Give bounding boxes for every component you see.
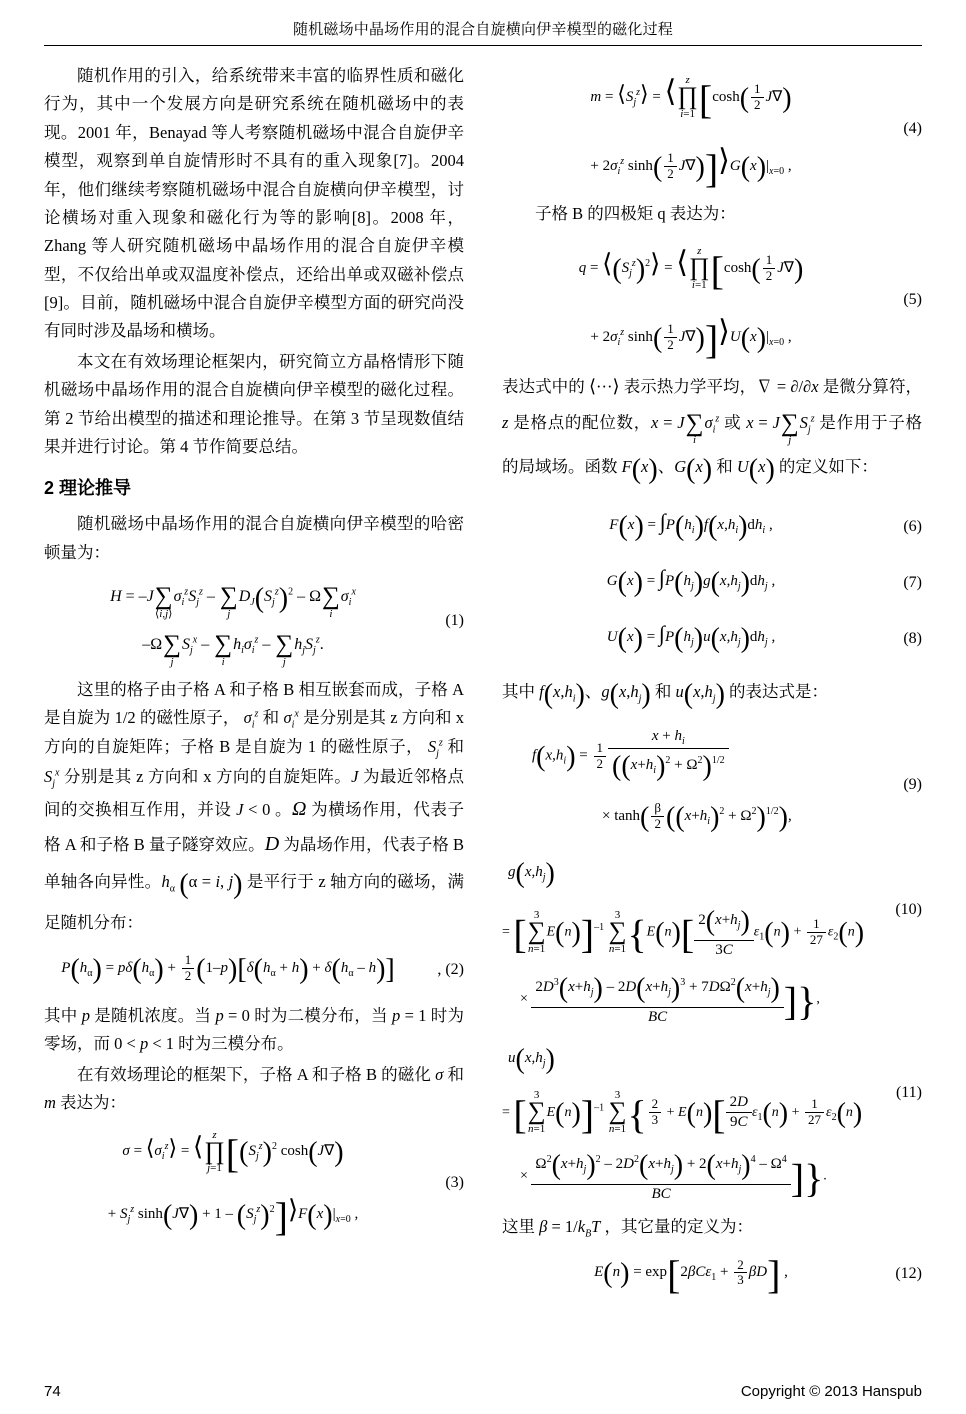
page-footer [44,1383,922,1400]
section-heading-2: 2 理论推导 [44,478,132,499]
equation-3: $\sigma = ⟨\sigma_i^z⟩$ = ⟨ z ∏ j=1 [$(S_j^z)^2$ cosh(J∇) + $S_j^z$ $\sinh(J\nabla) + 1 - (S_j^z)^2]⟩F(x)|_{x=0}$ , (3) [107,1128,464,1239]
paragraph-hamiltonian-intro: 随机磁场中晶场作用的混合自旋横向伊辛模型的哈密顿量为： [44,514,464,562]
equation-11-number: (11) [895,1084,922,1102]
equation-2: $P(h_\alpha) = p\delta(h_\alpha)$ + $\frac{1}{2}$ $(1-p)[\delta(h_\alpha + h) + \delta(h_\alpha - h)]$ , (2) [61,951,464,985]
paragraph-intro-2: 本文在有效场理论框架内，研究简立方晶格情形下随机磁场中晶场作用的混合自旋横向伊辛模型的磁化过程。第 2 节给出模型的描述和理论推导。在第 3 节呈现数值结果并进行讨论。第 4 节作简要总结。 [44,351,464,456]
right-column [502,62,922,1362]
equation-4: $m = ⟨S_j^z⟩$ = ⟨ z ∏ i=1 [cosh( $\frac{1}{2}$ J∇) + $2\sigma_i^z$ sinh( $\frac{1}{2}$ $J\nabla)]⟩G(x)|_{x=0}$ , (4) [590,74,922,192]
page-number: 74 [44,1383,61,1400]
equation-9-number: (9) [903,775,922,793]
equation-7: $G(x) = \int P(h_j)g(x,h_j)dh_j$ , (7) [606,564,922,598]
equation-5: $q = ⟨(S_j^z)^2⟩$ = ⟨ z ∏ i=1 [cosh( $\frac{1}{2}$ J∇) + $2\sigma_i^z$ sinh( $\frac{1}{2}$ $J\nabla)]⟩U(x)|_{x=0}$ , (5) [578,245,922,362]
paragraph-quadrupole: 子格 B 的四极矩 q 表达为： [535,204,736,224]
paragraph-definitions: 表达式中的 ⟨···⟩ 表示热力学平均，∇ = ∂/∂x 是微分算符，z 是格点的配位数，x = J ∑ i $\sigma_i^z$ 或 x = J ∑ j $S_j^z$ 是作用于子格的局域场。函数 F(x)、G(x) 和 U(x) 的定义如下： [502,376,923,486]
equation-12-number: (12) [895,1265,922,1283]
equation-3-number: (3) [445,1173,464,1191]
copyright-notice: Copyright © 2013 Hanspub [740,1383,922,1400]
equation-6-number: (6) [903,517,922,535]
left-column [44,62,464,1362]
paragraph-intro-1: 随机作用的引入，给系统带来丰富的临界性质和磁化行为，其中一个发展方向是研究系统在随机磁场中的表现。2001 年，Benayad 等人考察随机磁场中混合自旋伊辛模型，观察到单自旋情形时不具有的重入现象[7]。2004 年，他们继续考察随机磁场中混合自旋横向伊辛模型，讨论横场对重入现象和磁化行为等的影响[8]。2008 年，Zhang 等人研究随机磁场中晶场作用的混合自旋伊辛模型，不仅给出单或双温度补偿点，还给出单或双磁补偿点[9]。目前，随机磁场中混合自旋伊辛模型方面的研究尚没有同时涉及晶场和横场。 [44,66,464,341]
equation-12: E(n) = exp[2βCε$_1$ + $\frac{2}{3}$ βD] , (12) [594,1252,922,1298]
equation-1-number: (1) [445,612,464,630]
two-column-body [44,62,922,1362]
equation-11: $u(x,h_j)$ = [ 3 ∑ n=1 E(n)]$^{-1}$ 3 ∑ n=1 { $\frac{2}{3}$ + E(n)[ $\frac{2D}{9C}$ $\varepsilon_1(n)$ + $\frac{1}{27}$ $\varepsilon_2(n)$ × $\frac{\Omega^2(x+h_j)^2 - 2D^2(x+h_j) + 2(x+h_j)^4 - \Omega^4}{BC}$ ]}. (11) [502,1036,922,1205]
equation-7-number: (7) [903,574,922,592]
paragraph-lattice-description: 这里的格子由子格 A 和子格 B 相互嵌套而成，子格 A 是自旋为 1/2 的磁性原子， $\sigma_i^z$ 和 $\sigma_i^x$ 是分别是其 z 方向和 x 方向的自旋矩阵；子格 B 是自旋为 1 的磁性原子， $S_j^z$ 和 $S_j^x$ 分别是其 z 方向和 x 方向的自旋矩阵。J 为最近邻格点间的交换相互作用，并设 J < 0 。Ω 为横场作用，代表子格 A 和子格 B 量子隧穿效应。D 为晶场作用，代表子格 B 单轴各向异性。$h_\alpha$ (α = i, j) 是平行于 z 轴方向的磁场，满足随机分布： [44,679,465,933]
equation-10: $g(x,h_j)$ = [ 3 ∑ n=1 E(n)]$^{-1}$ 3 ∑ n=1 {E(n)[ $\frac{2(x+h_j)}{3C}$ $\varepsilon_1(n)$ + $\frac{1}{27}$ $\varepsilon_2(n)$ × $\frac{2D^3(x+h_j) - 2D(x+h_j)^3 + 7D\Omega^2(x+h_j)}{BC}$ ]}, (10) [502,850,922,1028]
equation-1: H = –J ∑ ⟨i,j⟩ $\sigma_i^zS_j^z$ – ∑ j $D_J(S_j^z)^2$ – Ω ∑ i $\sigma_i^x$ –Ω ∑ j $S_j^x$ – ∑ i $h_i\sigma_i^z$ – ∑ j $h_jS_j^z$. (1) [110,582,464,668]
equation-6: $F(x) = \int P(h_i)f(x,h_i)dh_i$ , (6) [609,508,922,542]
running-header: 随机磁场中晶场作用的混合自旋横向伊辛模型的磁化过程 [44,18,922,46]
equation-10-number: (10) [895,901,922,919]
equation-5-number: (5) [903,291,922,309]
paragraph-effective-field: 在有效场理论的框架下，子格 A 和子格 B 的磁化 σ 和 m 表达为： [44,1064,465,1113]
paragraph-fgu-expressions: 其中 $f(x,h_i)$、$g(x,h_j)$ 和 $u(x,h_j)$ 的表达式是： [502,679,829,711]
paragraph-p-concentration: 其中 p 是随机浓度。当 p = 0 时为二模分布，当 p = 1 时为零场，而 0 < p < 1 时为三模分布。 [44,1005,464,1054]
equation-4-number: (4) [903,120,922,138]
paragraph-beta-definition: 这里 $\beta = 1/k_BT$ ，其它量的定义为： [502,1216,753,1240]
equation-9: $f(x,h_i)$ = $\frac{1}{2}$ $\frac{x + h_i}{((x+h_i)^2 + \Omega^2)^{1/2}}$ × tanh( $\frac{\beta}{2}$ $((x+h_i)^2 + \Omega^2)^{1/2}$), (9) [532,728,922,833]
equation-2-number: , (2) [437,961,464,979]
equation-8: $U(x) = \int P(h_j)u(x,h_j)dh_j$ , (8) [606,620,922,654]
equation-8-number: (8) [903,630,922,648]
